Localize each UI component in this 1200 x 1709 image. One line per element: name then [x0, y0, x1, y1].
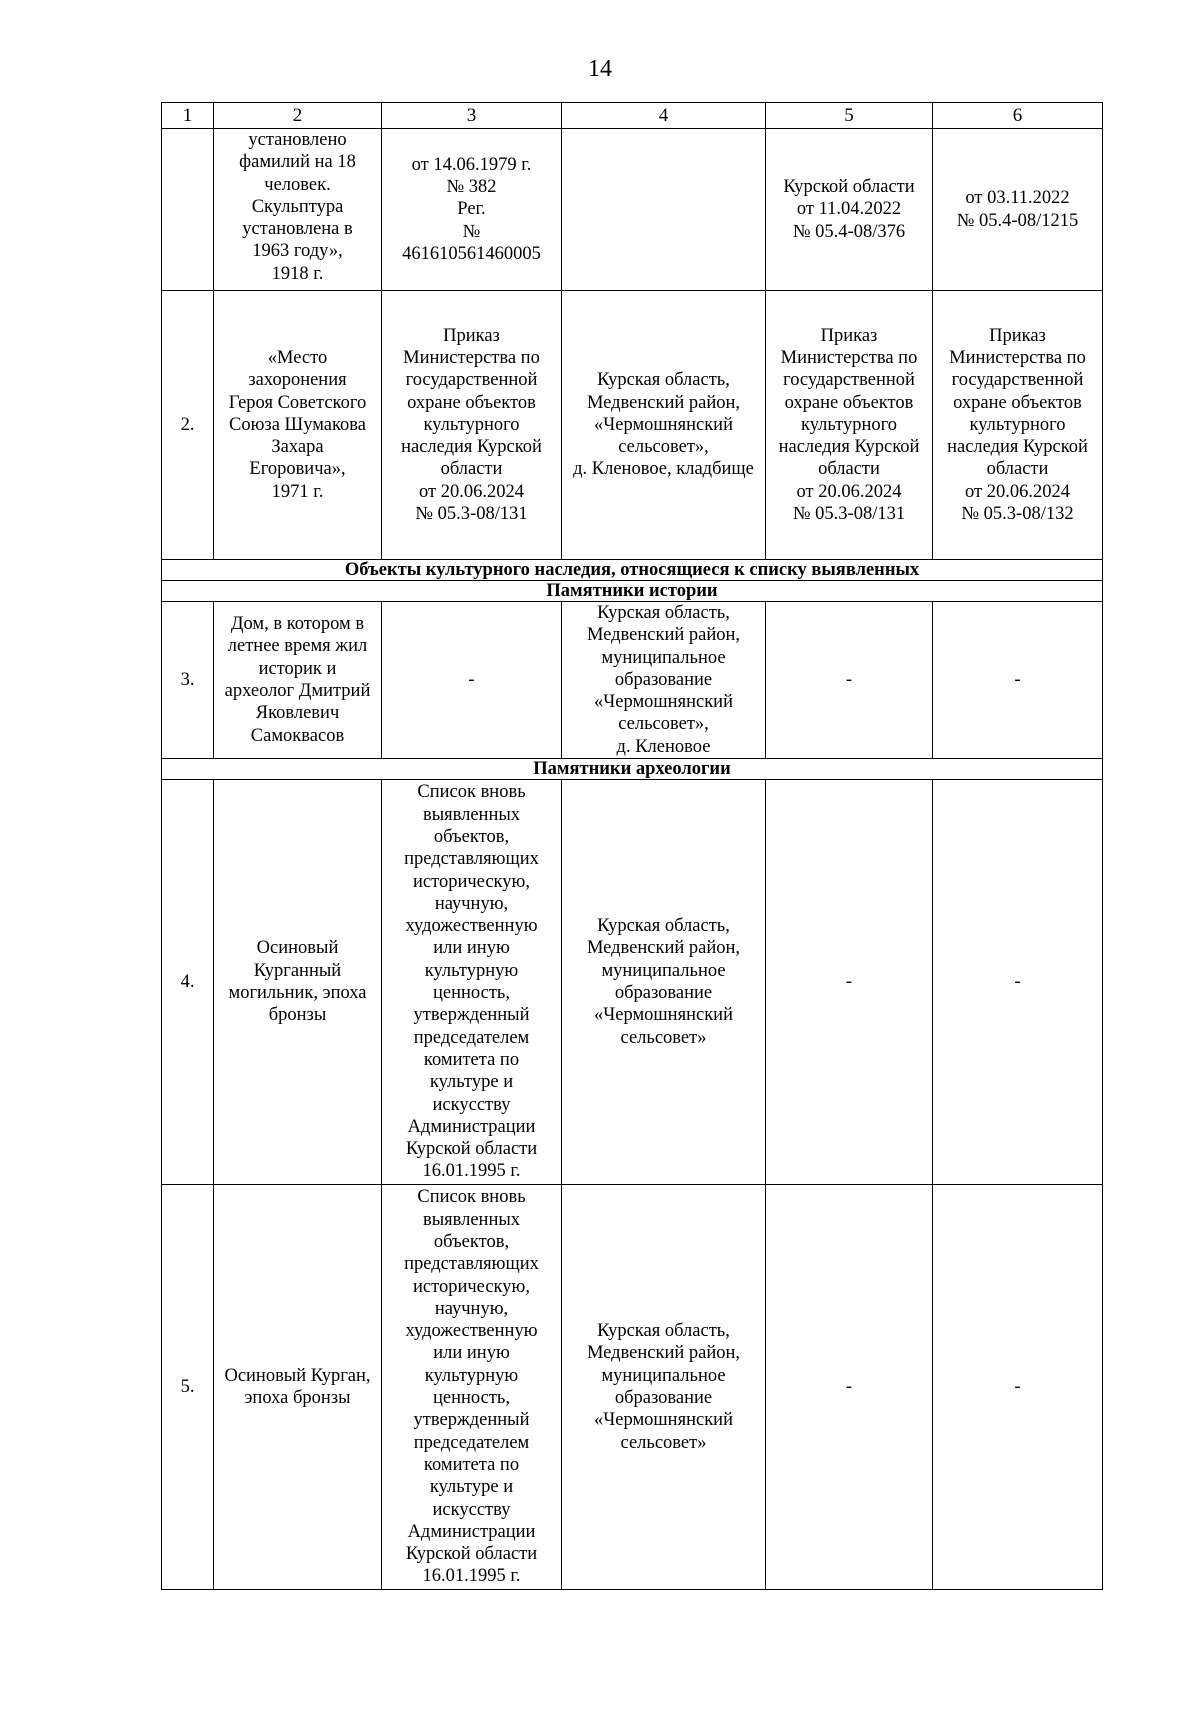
location-cell: Курская область, Медвенский район, муниципальное образование «Чермошнянский сельсовет» [562, 780, 766, 1185]
subsection-heading-row [162, 759, 1103, 780]
object-name-cell: «Место захоронения Героя Советского Союза Шумакова Захара Егоровича», 1971 г. [214, 291, 382, 560]
section-heading-row [162, 560, 1103, 581]
heritage-objects-table [161, 102, 1103, 1590]
column-6-cell: Приказ Министерства по государственной охране объектов культурного наследия Курской области от 20.06.2024 № 05.3-08/132 [933, 291, 1103, 560]
section-heading: Объекты культурного наследия, относящиеся к списку выявленных [162, 560, 1103, 581]
column-5-cell: - [766, 1185, 933, 1590]
row-number-cell: 2. [162, 291, 214, 560]
column-5-cell: Курской области от 11.04.2022 № 05.4-08/376 [766, 129, 933, 291]
column-5-cell: - [766, 780, 933, 1185]
location-cell: Курская область, Медвенский район, муниципальное образование «Чермошнянский сельсовет», д. Кленовое [562, 602, 766, 759]
table-row-2 [162, 291, 1103, 560]
object-name-cell: Осиновый Курган, эпоха бронзы [214, 1185, 382, 1590]
document-cell: Список вновь выявленных объектов, представляющих историческую, научную, художественную или иную культурную ценность, утвержденный председателем комитета по культуре и искусству Администрации Курской области 16.01.1995 г. [382, 1185, 562, 1590]
row-number-cell: 4. [162, 780, 214, 1185]
object-name-cell: Дом, в котором в летнее время жил историк и археолог Дмитрий Яковлевич Самоквасов [214, 602, 382, 759]
column-number-1: 1 [162, 103, 214, 129]
column-5-cell: Приказ Министерства по государственной охране объектов культурного наследия Курской области от 20.06.2024 № 05.3-08/131 [766, 291, 933, 560]
location-cell: Курская область, Медвенский район, «Чермошнянский сельсовет», д. Кленовое, кладбище [562, 291, 766, 560]
document-cell: Список вновь выявленных объектов, представляющих историческую, научную, художественную или иную культурную ценность, утвержденный председателем комитета по культуре и искусству Администрации Курской области 16.01.1995 г. [382, 780, 562, 1185]
column-6-cell: - [933, 1185, 1103, 1590]
document-cell: Приказ Министерства по государственной охране объектов культурного наследия Курской области от 20.06.2024 № 05.3-08/131 [382, 291, 562, 560]
object-name-cell: Осиновый Курганный могильник, эпоха бронзы [214, 780, 382, 1185]
document-cell: от 14.06.1979 г. № 382 Рег. № 461610561460005 [382, 129, 562, 291]
page-number: 14 [588, 56, 612, 82]
column-5-cell: - [766, 602, 933, 759]
document-cell: - [382, 602, 562, 759]
table-row-continuation [162, 129, 1103, 291]
table-row-5 [162, 1185, 1103, 1590]
column-6-cell: - [933, 780, 1103, 1185]
column-number-4: 4 [562, 103, 766, 129]
column-number-3: 3 [382, 103, 562, 129]
column-6-cell: - [933, 602, 1103, 759]
column-6-cell: от 03.11.2022 № 05.4-08/1215 [933, 129, 1103, 291]
location-cell: Курская область, Медвенский район, муниципальное образование «Чермошнянский сельсовет» [562, 1185, 766, 1590]
column-number-5: 5 [766, 103, 933, 129]
row-number-cell [162, 129, 214, 291]
table-row-4 [162, 780, 1103, 1185]
column-number-6: 6 [933, 103, 1103, 129]
row-number-cell: 5. [162, 1185, 214, 1590]
column-number-header-row [162, 103, 1103, 129]
table-row-3 [162, 602, 1103, 759]
column-number-2: 2 [214, 103, 382, 129]
subsection-heading-history: Памятники истории [162, 581, 1103, 602]
object-name-cell: установлено фамилий на 18 человек. Скульптура установлена в 1963 году», 1918 г. [214, 129, 382, 291]
location-cell [562, 129, 766, 291]
subsection-heading-row [162, 581, 1103, 602]
row-number-cell: 3. [162, 602, 214, 759]
subsection-heading-archaeology: Памятники археологии [162, 759, 1103, 780]
